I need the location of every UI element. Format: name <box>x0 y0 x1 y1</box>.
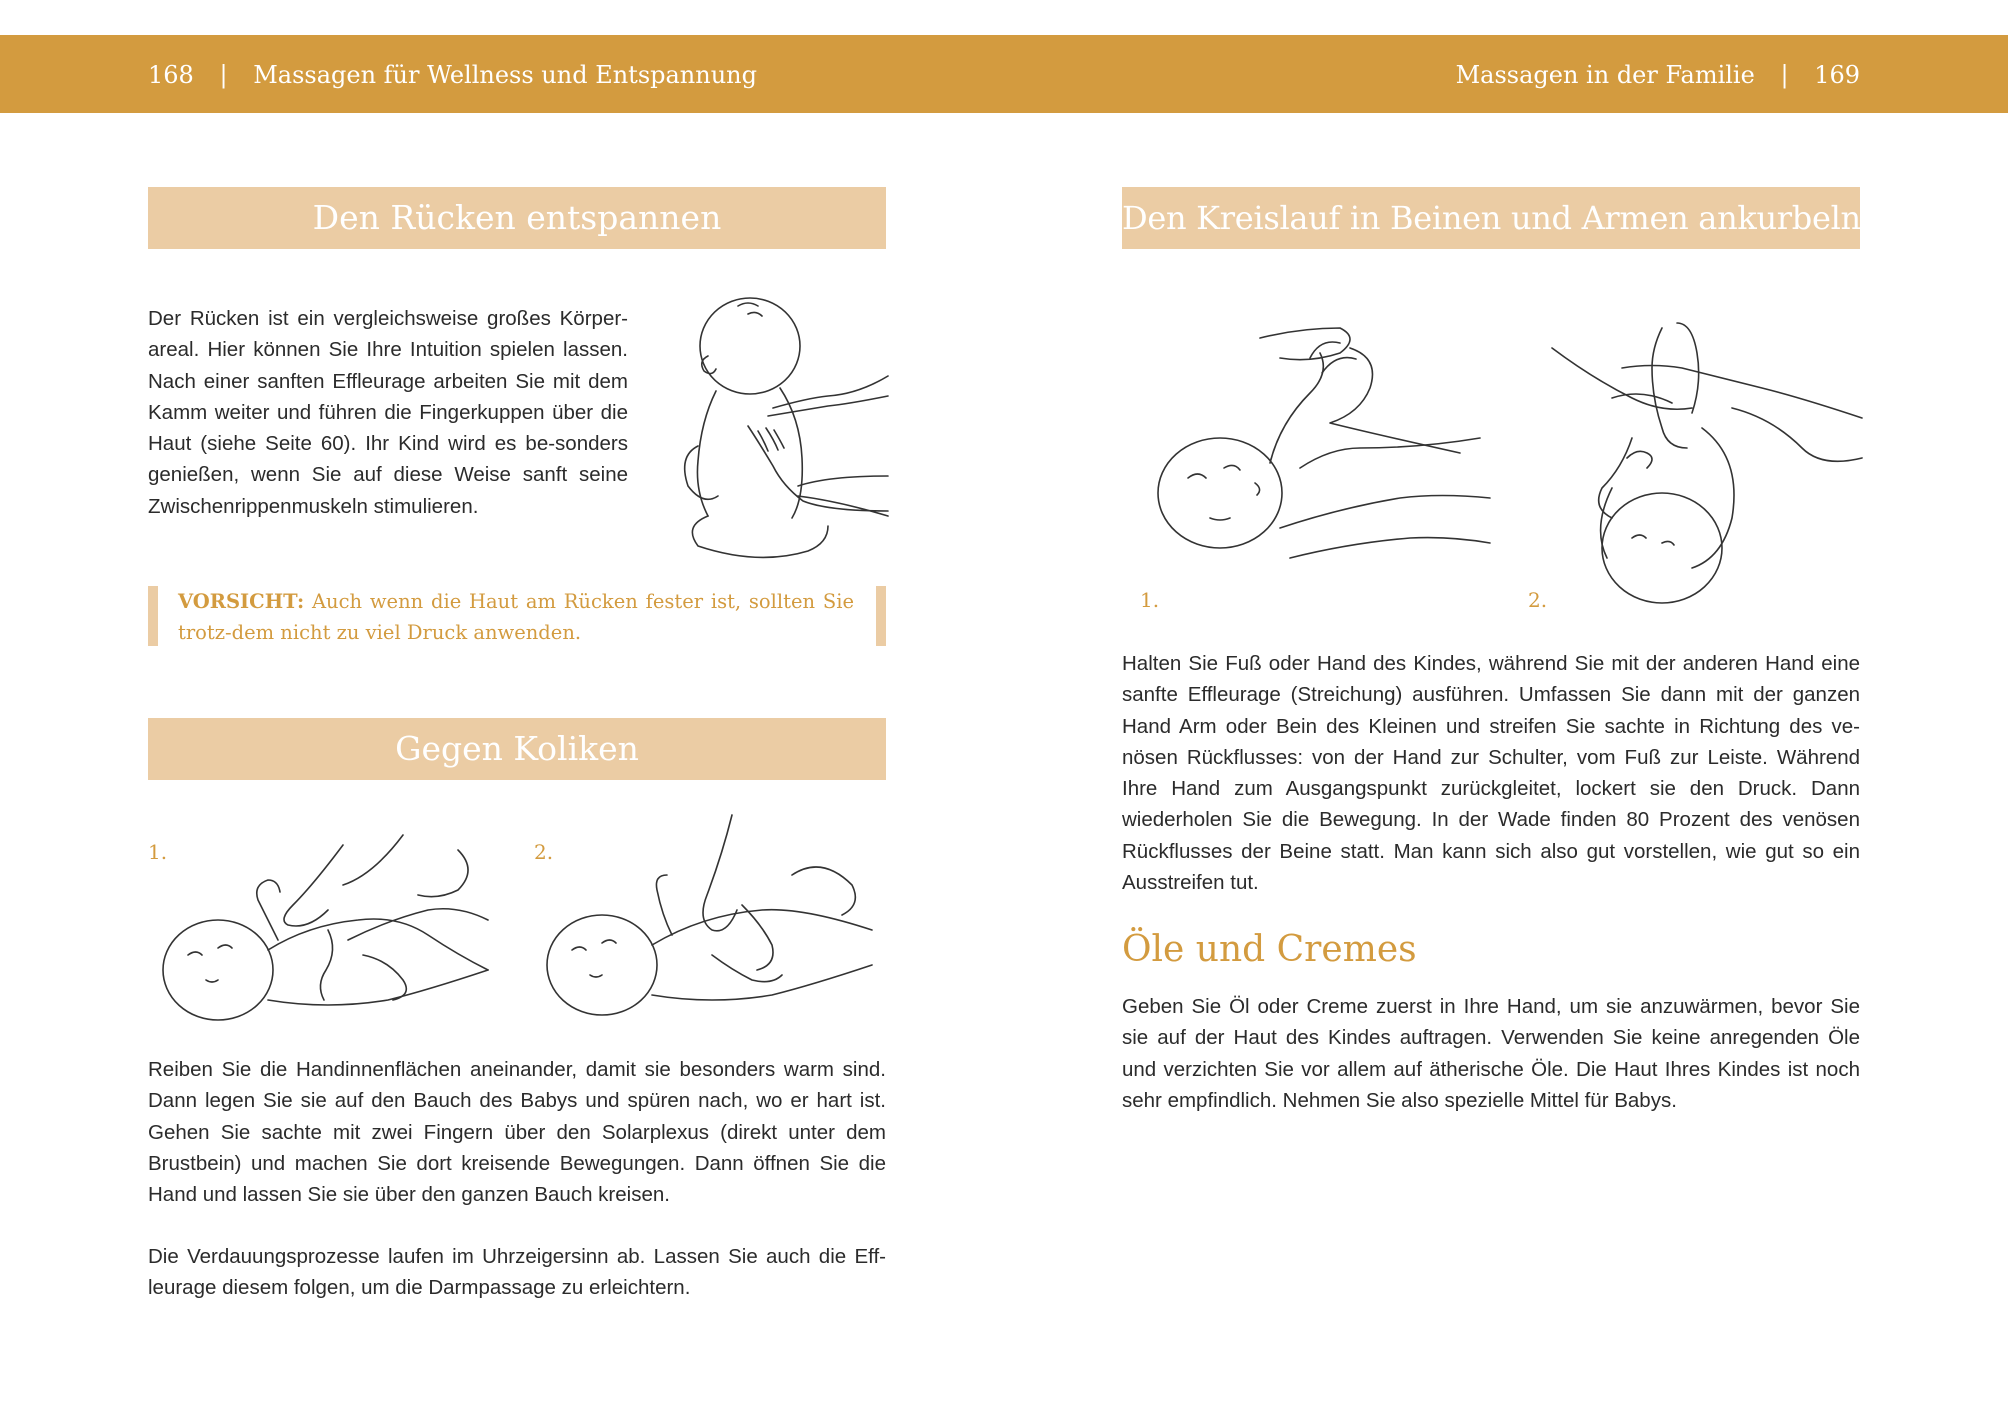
colic-paragraph-2: Die Verdauungsprozesse laufen im Uhrzeigersinn ab. Lassen Sie auch die Eff-leurage diesem folgen, um die Darmpassage zu erleichtern. <box>148 1245 886 1300</box>
circulation-step-1-illustration <box>1150 318 1490 578</box>
back-section-text: Der Rücken ist ein vergleichsweise großes Körper-areal. Hier können Sie Ihre Intuition spielen lassen. Nach einer sanften Effleurage arbeiten Sie mit dem Kamm weiter und führen die Fingerkuppen über die Haut (siehe Seite 60). Ihr Kind wird es be-sonders genießen, wenn Sie auf diese Weise sanft seine Zwischenrippenmuskeln stimulieren. <box>148 307 628 518</box>
colic-step-1-illustration <box>148 830 488 1030</box>
circulation-step-1-number: 1. <box>1140 588 1160 612</box>
left-chapter-title: Massagen für Wellness und Entspannung <box>253 61 757 89</box>
caution-text: Auch wenn die Haut am Rücken fester ist, sollten Sie trotz-dem nicht zu viel Druck anwenden. <box>178 590 854 644</box>
caution-box <box>148 586 886 646</box>
circulation-step-2-number: 2. <box>1528 588 1548 612</box>
circulation-text: Halten Sie Fuß oder Hand des Kindes, während Sie mit der anderen Hand eine sanfte Effleurage (Streichung) ausführen. Umfassen Sie dann mit der ganzen Hand Arm oder Bein des Kleinen und streifen Sie sachte in Richtung des ve-nösen Rückflusses: von der Hand zur Schulter, vom Fuß zur Leiste. Während Ihre Hand zum Ausgangspunkt zurückgleitet, lockert sie den Druck. Dann wiederholen Sie die Bewegung. In der Wade finden 80 Prozent des venösen Rückflusses der Beine statt. Man kann sich also gut vorstellen, wie gut so ein Ausstreifen tut. <box>1122 652 1860 895</box>
oils-text: Geben Sie Öl oder Creme zuerst in Ihre Hand, um sie anzuwärmen, bevor Sie sie auf der Haut des Kindes auftragen. Verwenden Sie keine anregenden Öle und verzichten Sie vor allem auf ätherische Öle. Die Haut Ihres Kindes ist noch sehr empfindlich. Nehmen Sie also spezielle Mittel für Babys. <box>1122 995 1860 1112</box>
left-running-head <box>148 61 757 89</box>
header-separator: | <box>1780 61 1789 89</box>
oils-heading: Öle und Cremes <box>1122 929 1417 970</box>
section-title-back: Den Rücken entspannen <box>148 187 886 249</box>
colic-step-2-illustration <box>532 815 872 1030</box>
right-chapter-title: Massagen in der Familie <box>1455 61 1755 89</box>
section-title-circulation: Den Kreislauf in Beinen und Armen ankurbeln <box>1122 187 1860 249</box>
colic-step-1-number: 1. <box>148 840 168 864</box>
colic-paragraph-1: Reiben Sie die Handinnenflächen aneinander, damit sie besonders warm sind. Dann legen Sie sie auf den Bauch des Babys und spüren nach, wo er hart ist. Gehen Sie sachte mit zwei Fingern über den Solarplexus (direkt unter dem Brustbein) und machen Sie dort kreisende Bewegungen. Dann öffnen Sie die Hand und lassen Sie sie über den ganzen Bauch kreisen. <box>148 1058 886 1207</box>
running-header <box>0 35 2008 113</box>
right-running-head <box>1456 61 1860 89</box>
circulation-step-2-illustration <box>1552 318 1862 618</box>
section-title-colic: Gegen Koliken <box>148 718 886 780</box>
baby-back-massage-illustration <box>668 296 888 556</box>
header-separator: | <box>219 61 228 89</box>
left-page-number: 168 <box>148 61 194 89</box>
caution-label: VORSICHT: <box>178 590 305 613</box>
colic-step-2-number: 2. <box>534 840 554 864</box>
right-page-number: 169 <box>1814 61 1860 89</box>
